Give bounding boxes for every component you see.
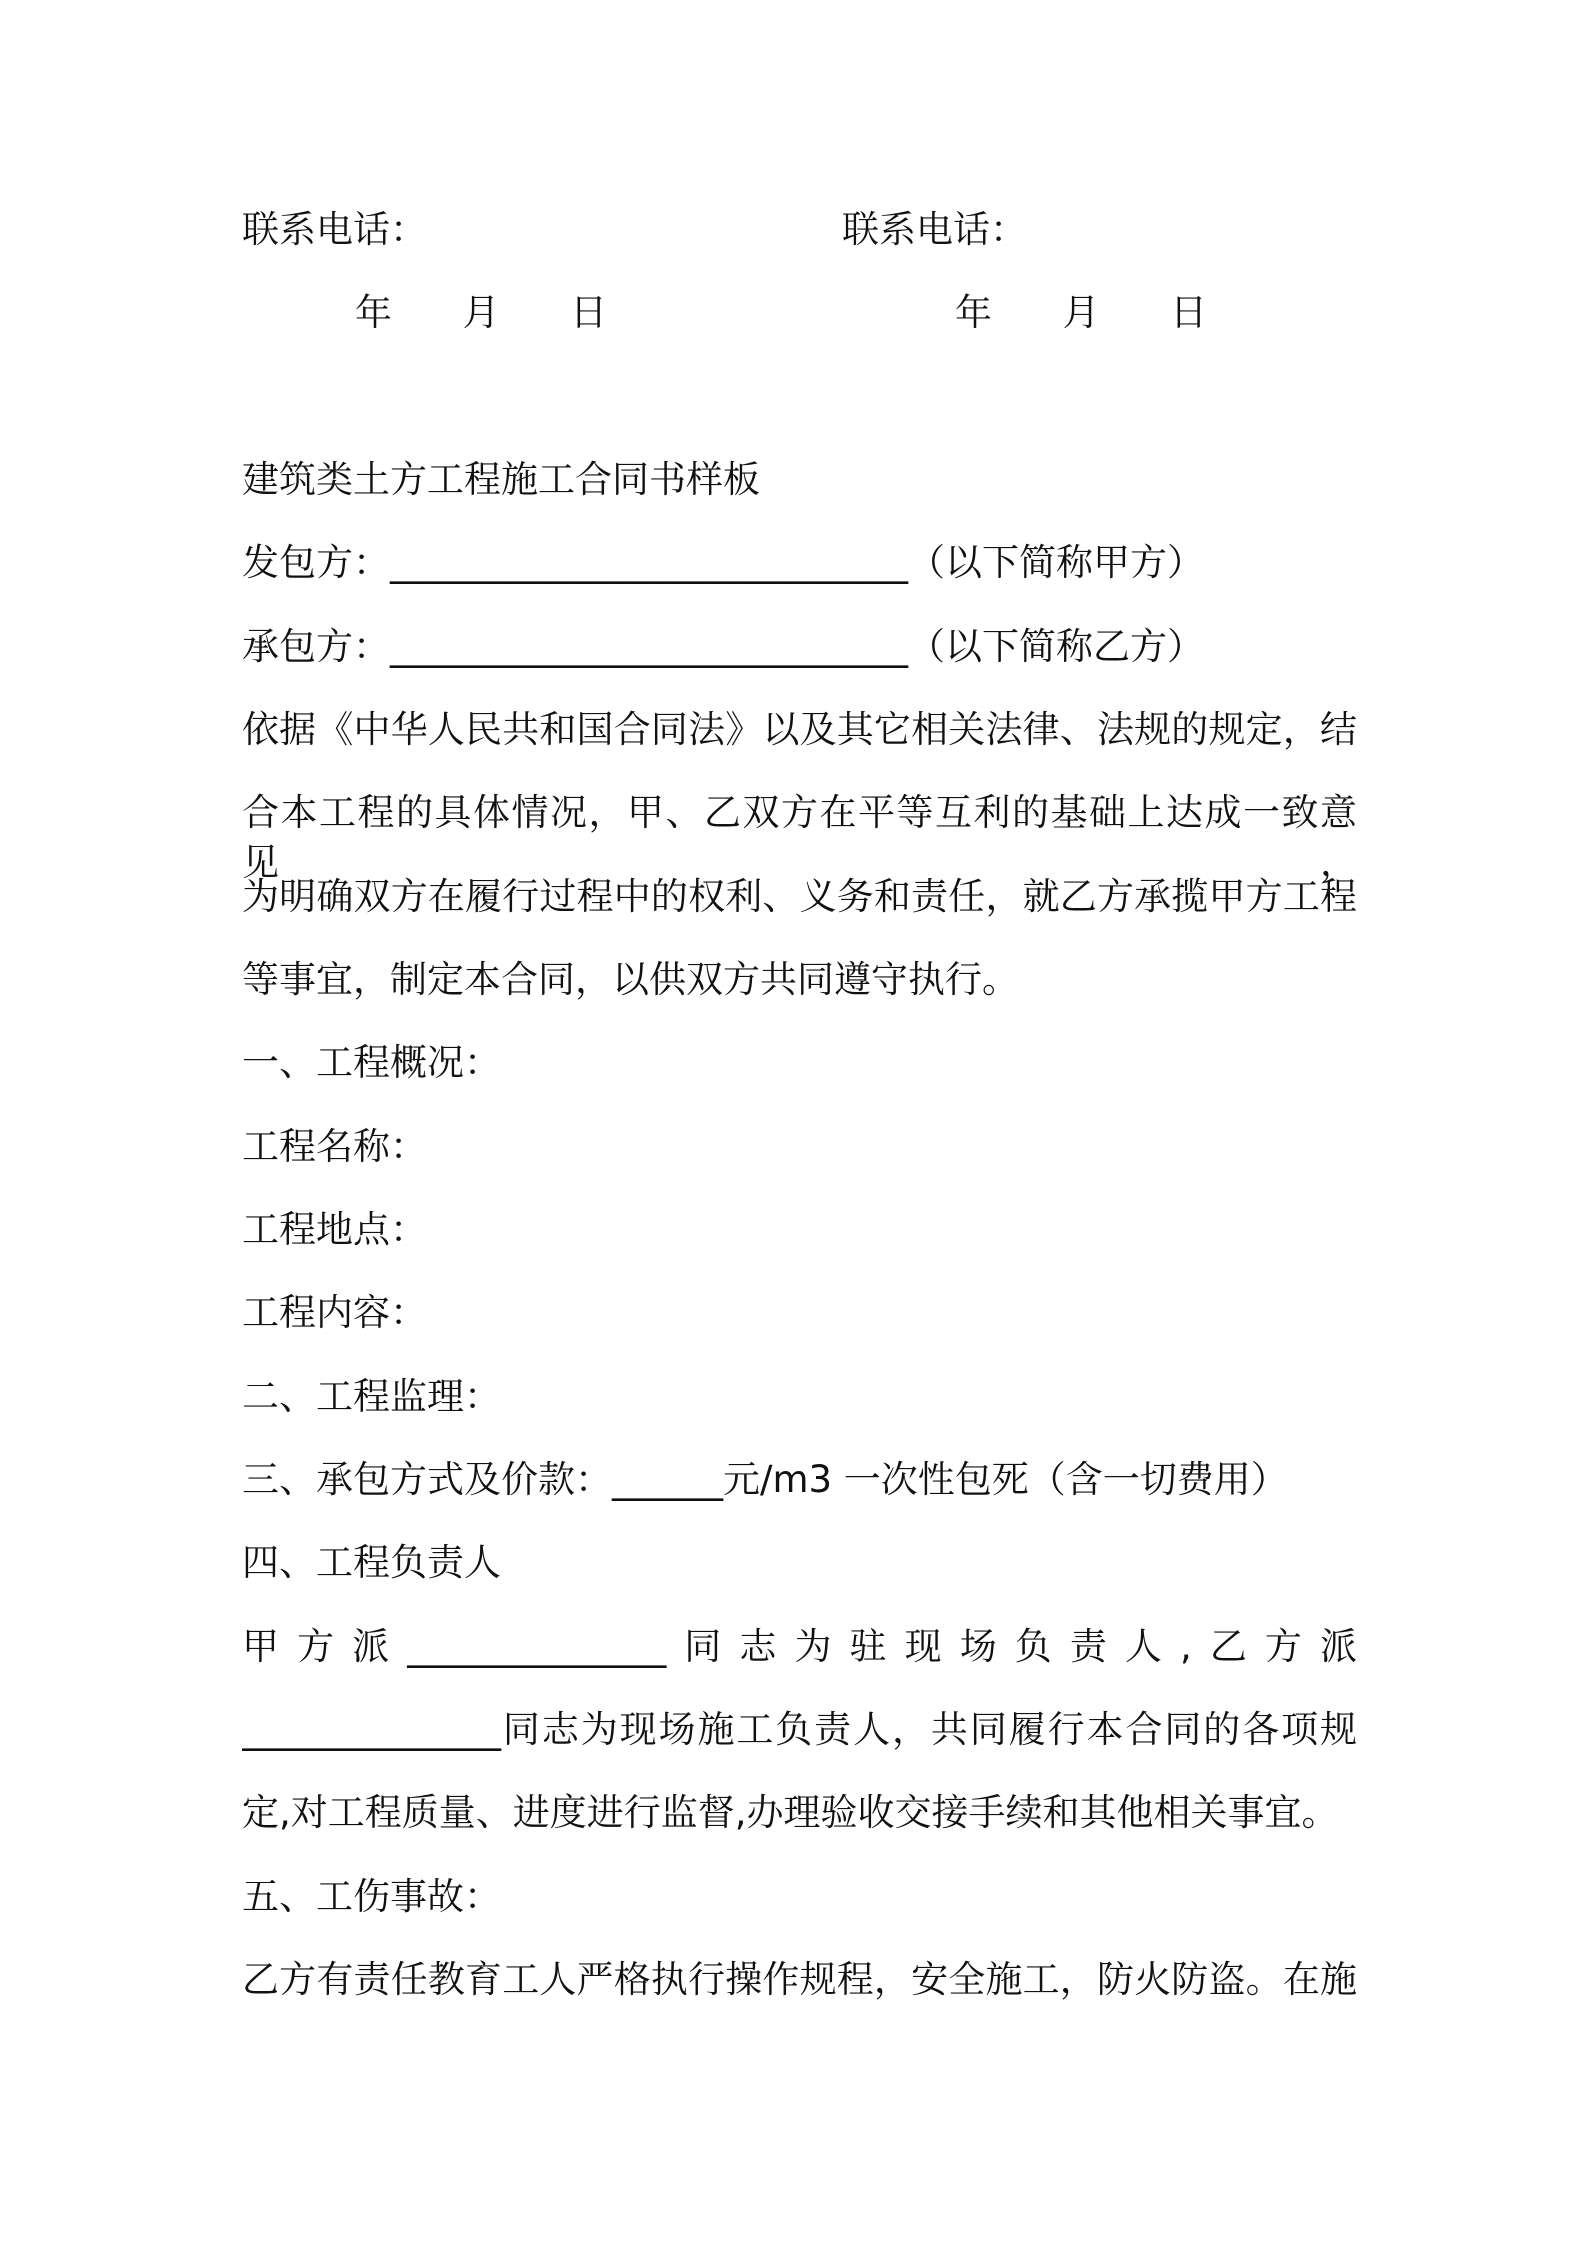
- section-4-line-1: 甲方派______________同志为驻现场负责人,乙方派: [242, 1625, 1357, 1668]
- section-2-heading: 二、工程监理：: [242, 1375, 501, 1418]
- document-title: 建筑类土方工程施工合同书样板: [242, 458, 760, 501]
- party-a-line: 发包方：____________________________（以下简称甲方）: [242, 541, 1204, 584]
- section-4-line-3: 定,对工程质量、进度进行监督,办理验收交接手续和其他相关事宜。: [242, 1791, 1339, 1834]
- phone-label-left: 联系电话：: [242, 208, 427, 251]
- date-right: 年 月 日: [955, 291, 1208, 334]
- project-name-label: 工程名称：: [242, 1125, 427, 1168]
- section-4-line-2: ______________同志为现场施工负责人，共同履行本合同的各项规: [242, 1708, 1357, 1751]
- party-b-line: 承包方：____________________________（以下简称乙方）: [242, 625, 1204, 668]
- section-3-heading: 三、承包方式及价款：______元/m3 一次性包死（含一切费用）: [242, 1458, 1288, 1501]
- intro-line-4: 等事宜，制定本合同，以供双方共同遵守执行。: [242, 958, 1019, 1001]
- intro-line-1: 依据《中华人民共和国合同法》以及其它相关法律、法规的规定，结: [242, 708, 1357, 751]
- section-5-heading: 五、工伤事故：: [242, 1875, 501, 1918]
- project-site-label: 工程地点：: [242, 1208, 427, 1251]
- section-4-heading: 四、工程负责人: [242, 1541, 501, 1584]
- date-left: 年 月 日: [355, 291, 608, 334]
- project-content-label: 工程内容：: [242, 1291, 427, 1334]
- section-1-heading: 一、工程概况：: [242, 1041, 501, 1084]
- section-5-line-1: 乙方有责任教育工人严格执行操作规程，安全施工，防火防盗。在施: [242, 1958, 1357, 2001]
- intro-line-2: 合本工程的具体情况，甲、乙双方在平等互利的基础上达成一致意见，: [242, 791, 1357, 884]
- intro-line-3: 为明确双方在履行过程中的权利、义务和责任，就乙方承揽甲方工程: [242, 875, 1357, 918]
- phone-label-right: 联系电话：: [842, 208, 1027, 251]
